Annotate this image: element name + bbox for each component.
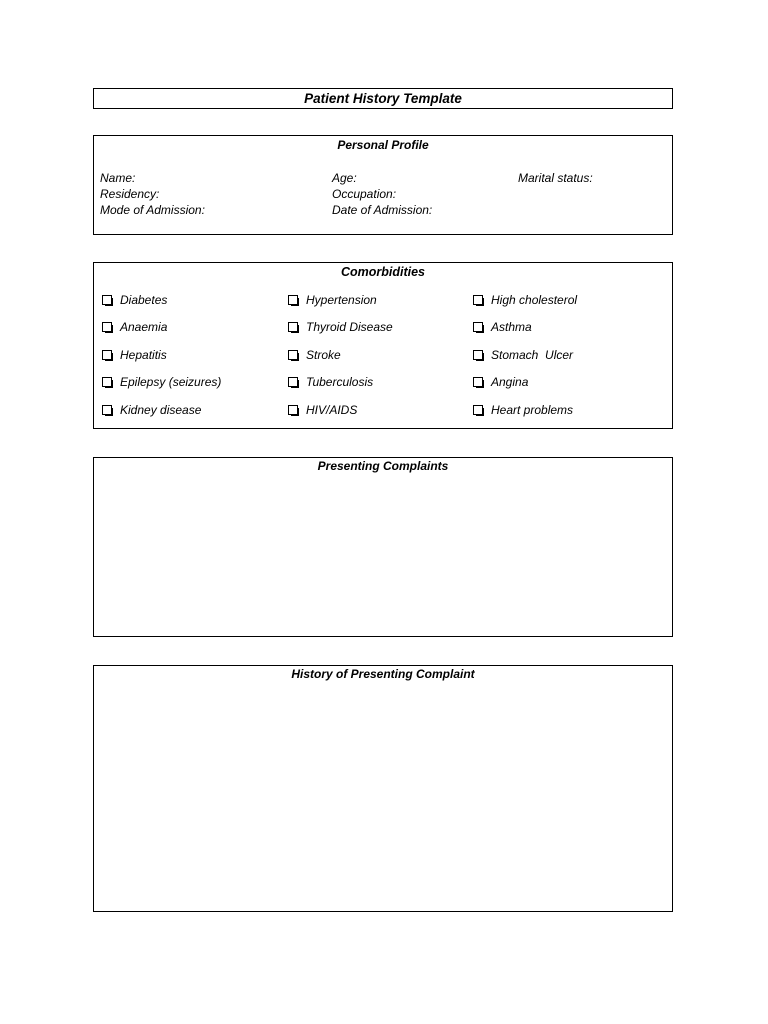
- comorbidity-checkbox-item[interactable]: [288, 375, 373, 389]
- checkbox-icon[interactable]: [102, 405, 112, 415]
- comorbidity-label: Anaemia: [120, 320, 168, 334]
- checkbox-icon[interactable]: [473, 405, 483, 415]
- mode-of-admission-field[interactable]: Mode of Admission:: [100, 203, 205, 217]
- checkbox-icon[interactable]: [473, 377, 483, 387]
- comorbidity-label: Epilepsy (seizures): [120, 375, 222, 389]
- checkbox-icon[interactable]: [102, 350, 112, 360]
- comorbidity-label: Tuberculosis: [306, 375, 374, 389]
- checkbox-icon[interactable]: [102, 322, 112, 332]
- age-field[interactable]: Age:: [332, 171, 357, 185]
- checkbox-icon[interactable]: [102, 377, 112, 387]
- comorbidity-checkbox-item[interactable]: [288, 403, 357, 417]
- comorbidity-checkbox-item[interactable]: [102, 375, 221, 389]
- comorbidity-checkbox-item[interactable]: [102, 348, 167, 362]
- personal-profile-heading: Personal Profile: [337, 138, 429, 152]
- comorbidity-checkbox-item[interactable]: [473, 320, 532, 334]
- comorbidity-checkbox-item[interactable]: [288, 320, 393, 334]
- comorbidity-label: Angina: [491, 375, 529, 389]
- checkbox-icon[interactable]: [288, 377, 298, 387]
- residency-field[interactable]: Residency:: [100, 187, 160, 201]
- document-title: Patient History Template: [304, 91, 462, 106]
- document-title-box: [93, 88, 673, 109]
- comorbidity-label: Hypertension: [306, 293, 377, 307]
- presenting-complaints-heading: Presenting Complaints: [317, 459, 449, 473]
- comorbidity-label: Heart problems: [491, 403, 574, 417]
- checkbox-icon[interactable]: [288, 350, 298, 360]
- checkbox-icon[interactable]: [288, 405, 298, 415]
- name-field[interactable]: Name:: [100, 171, 136, 185]
- comorbidity-label: High cholesterol: [491, 293, 578, 307]
- history-of-presenting-complaint-heading: History of Presenting Complaint: [291, 667, 475, 681]
- checkbox-icon[interactable]: [473, 295, 483, 305]
- comorbidity-checkbox-item[interactable]: [473, 348, 573, 362]
- date-of-admission-field[interactable]: Date of Admission:: [332, 203, 433, 217]
- history-of-presenting-complaint-section[interactable]: [93, 665, 673, 912]
- comorbidities-section: [93, 262, 673, 429]
- personal-profile-section: [93, 135, 673, 235]
- comorbidity-label: Stroke: [306, 348, 341, 362]
- comorbidity-label: Stomach Ulcer: [491, 348, 574, 362]
- checkbox-icon[interactable]: [102, 295, 112, 305]
- marital-status-field[interactable]: Marital status:: [518, 171, 593, 185]
- comorbidities-heading: Comorbidities: [340, 265, 426, 279]
- comorbidity-checkbox-item[interactable]: [473, 375, 528, 389]
- comorbidity-checkbox-item[interactable]: [473, 403, 573, 417]
- checkbox-icon[interactable]: [288, 322, 298, 332]
- comorbidity-checkbox-item[interactable]: [473, 293, 577, 307]
- comorbidity-checkbox-item[interactable]: [288, 293, 377, 307]
- occupation-field[interactable]: Occupation:: [332, 187, 397, 201]
- checkbox-icon[interactable]: [473, 350, 483, 360]
- comorbidity-label: Diabetes: [120, 293, 168, 307]
- comorbidity-label: HIV/AIDS: [306, 403, 358, 417]
- comorbidity-checkbox-item[interactable]: [102, 293, 167, 307]
- checkbox-icon[interactable]: [288, 295, 298, 305]
- comorbidity-checkbox-item[interactable]: [102, 320, 167, 334]
- comorbidity-label: Hepatitis: [120, 348, 167, 362]
- comorbidity-label: Kidney disease: [120, 403, 202, 417]
- comorbidity-label: Thyroid Disease: [306, 320, 393, 334]
- comorbidity-checkbox-item[interactable]: [102, 403, 201, 417]
- checkbox-icon[interactable]: [473, 322, 483, 332]
- presenting-complaints-section[interactable]: [93, 457, 673, 637]
- comorbidity-checkbox-item[interactable]: [288, 348, 341, 362]
- comorbidity-label: Asthma: [491, 320, 532, 334]
